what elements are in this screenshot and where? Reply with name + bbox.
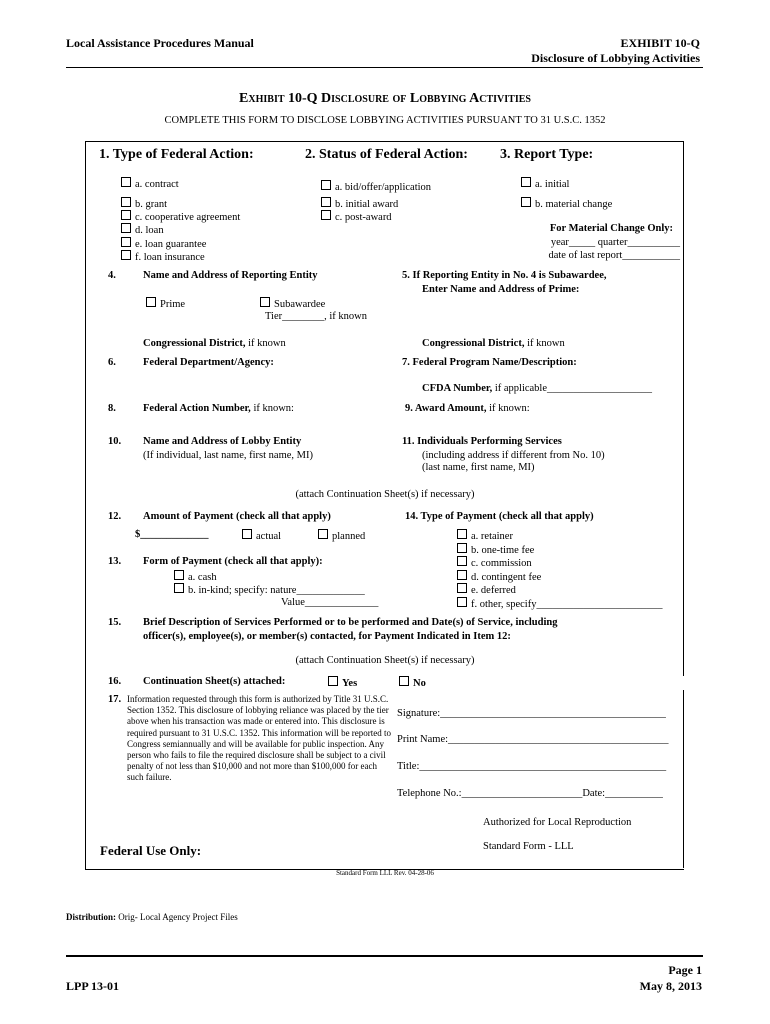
attach-continuation-note-1: (attach Continuation Sheet(s) if necessary) [295, 489, 475, 500]
report-material-change-option[interactable]: b. material change [521, 197, 612, 210]
item-12-number: 12. [108, 511, 122, 522]
item-17-number: 17. [108, 694, 122, 705]
payment-one-time-checkbox[interactable] [457, 543, 467, 553]
in-kind-option[interactable]: b. in-kind; specify: nature_____________ [174, 583, 365, 596]
payment-contingent-checkbox[interactable] [457, 570, 467, 580]
payment-deferred-checkbox[interactable] [457, 583, 467, 593]
report-initial-checkbox[interactable] [521, 177, 531, 187]
item-14-label: 14. Type of Payment (check all that apply) [405, 511, 594, 522]
payment-contingent-option[interactable]: d. contingent fee [457, 570, 541, 583]
item-11-label: 11. Individuals Performing Services [402, 436, 562, 447]
standard-form-label: Standard Form - LLL [483, 841, 574, 852]
action-loan-guarantee-option[interactable]: e. loan guarantee [121, 237, 206, 250]
action-loan-checkbox[interactable] [121, 223, 131, 233]
item-15-number: 15. [108, 617, 122, 628]
continuation-yes-option[interactable]: Yes [328, 676, 357, 689]
payment-one-time-option[interactable]: b. one-time fee [457, 543, 534, 556]
cash-checkbox[interactable] [174, 570, 184, 580]
item-5-label: 5. If Reporting Entity in No. 4 is Subawardee, [402, 270, 607, 281]
action-contract-checkbox[interactable] [121, 177, 131, 187]
payment-commission-checkbox[interactable] [457, 556, 467, 566]
title-field[interactable]: Title:_______________________________________________ [397, 761, 667, 772]
action-loan-insurance-option[interactable]: f. loan insurance [121, 250, 205, 263]
action-loan-insurance-checkbox[interactable] [121, 250, 131, 260]
item-6-number: 6. [108, 357, 116, 368]
item-8-number: 8. [108, 403, 116, 414]
actual-checkbox[interactable] [242, 529, 252, 539]
manual-title: Local Assistance Procedures Manual [66, 36, 254, 50]
item-4-congressional-district: Congressional District, if known [143, 338, 286, 349]
in-kind-value-field[interactable]: Value______________ [281, 597, 379, 608]
item-5-congressional-district: Congressional District, if known [422, 338, 565, 349]
item-12-label: Amount of Payment (check all that apply) [143, 511, 331, 522]
continuation-no-checkbox[interactable] [399, 676, 409, 686]
item-9-label: 9. Award Amount, if known: [405, 403, 530, 414]
continuation-yes-checkbox[interactable] [328, 676, 338, 686]
payment-other-option[interactable]: f. other, specify________________________ [457, 597, 662, 610]
footer-doc-id: LPP 13-01 [66, 979, 119, 993]
material-change-title: For Material Change Only: [549, 223, 673, 234]
item-10-label: Name and Address of Lobby Entity [143, 436, 302, 447]
signature-field[interactable]: Signature:___________________________________________ [397, 708, 666, 719]
report-material-change-checkbox[interactable] [521, 197, 531, 207]
status-of-federal-action-heading: 2. Status of Federal Action: [305, 147, 468, 162]
action-loan-guarantee-checkbox[interactable] [121, 237, 131, 247]
status-initial-award-checkbox[interactable] [321, 197, 331, 207]
item-8-label: Federal Action Number, if known: [143, 403, 294, 414]
action-cooperative-option[interactable]: c. cooperative agreement [121, 210, 240, 223]
tier-field[interactable]: Tier________, if known [265, 311, 367, 322]
item-16-label: Continuation Sheet(s) attached: [143, 676, 286, 687]
status-bid-option[interactable]: a. bid/offer/application [321, 180, 431, 193]
planned-option[interactable]: planned [318, 529, 365, 542]
distribution-note: Distribution: Orig- Local Agency Project Files [66, 912, 238, 922]
footer-rule [66, 955, 703, 957]
telephone-date-field[interactable]: Telephone No.:_______________________Date:___________ [397, 788, 663, 799]
date-of-last-report-field[interactable]: date of last report___________ [548, 250, 680, 261]
payment-retainer-checkbox[interactable] [457, 529, 467, 539]
page-subtitle: COMPLETE THIS FORM TO DISCLOSE LOBBYING ACTIVITIES PURSUANT TO 31 U.S.C. 1352 [164, 115, 606, 126]
report-initial-option[interactable]: a. initial [521, 177, 569, 190]
cfda-number-field[interactable]: CFDA Number, if applicable____________________ [422, 383, 653, 394]
planned-checkbox[interactable] [318, 529, 328, 539]
item-10-sublabel: (If individual, last name, first name, MI) [143, 450, 313, 461]
form-frame-right-top [683, 141, 684, 676]
status-post-award-option[interactable]: c. post-award [321, 210, 392, 223]
status-post-award-checkbox[interactable] [321, 210, 331, 220]
type-of-federal-action-heading: 1. Type of Federal Action: [99, 147, 254, 162]
payment-deferred-option[interactable]: e. deferred [457, 583, 516, 596]
action-grant-checkbox[interactable] [121, 197, 131, 207]
form-frame-right-bottom [683, 690, 684, 868]
item-13-number: 13. [108, 556, 122, 567]
item-13-label: Form of Payment (check all that apply): [143, 556, 323, 567]
item-15-label-line2: officer(s), employee(s), or member(s) contacted, for Payment Indicated in Item 12: [143, 631, 511, 642]
action-loan-option[interactable]: d. loan [121, 223, 164, 236]
payment-amount-field[interactable]: $_____________ [135, 529, 209, 540]
exhibit-subtitle: Disclosure of Lobbying Activities [531, 51, 700, 65]
actual-option[interactable]: actual [242, 529, 281, 542]
item-10-number: 10. [108, 436, 122, 447]
prime-checkbox[interactable] [146, 297, 156, 307]
subawardee-option[interactable]: Subawardee [260, 297, 325, 310]
continuation-no-option[interactable]: No [399, 676, 426, 689]
in-kind-checkbox[interactable] [174, 583, 184, 593]
action-contract-option[interactable]: a. contract [121, 177, 179, 190]
payment-commission-option[interactable]: c. commission [457, 556, 532, 569]
payment-other-checkbox[interactable] [457, 597, 467, 607]
item-4-number: 4. [108, 270, 116, 281]
status-initial-award-option[interactable]: b. initial award [321, 197, 398, 210]
footer-page-number: Page 1 [668, 963, 702, 977]
header-rule [66, 67, 703, 68]
federal-use-only-label: Federal Use Only: [100, 843, 202, 858]
item-11-sublabel-2: (last name, first name, MI) [422, 462, 535, 473]
item-6-label: Federal Department/Agency: [143, 357, 274, 368]
form-revision: Standard Form LLL Rev. 04-28-06 [336, 869, 434, 877]
item-15-label-line1: Brief Description of Services Performed or to be performed and Date(s) of Service, including [143, 617, 558, 628]
subawardee-checkbox[interactable] [260, 297, 270, 307]
page-title: Exhibit 10-Q Disclosure of Lobbying Activities [239, 91, 531, 106]
report-type-heading: 3. Report Type: [500, 147, 594, 162]
exhibit-number: EXHIBIT 10-Q [620, 36, 700, 50]
item-5-label-line2: Enter Name and Address of Prime: [422, 284, 580, 295]
payment-retainer-option[interactable]: a. retainer [457, 529, 513, 542]
action-cooperative-checkbox[interactable] [121, 210, 131, 220]
print-name-field[interactable]: Print Name:__________________________________________ [397, 734, 669, 745]
item-17-disclosure-text: Information requested through this form is authorized by Title 31 U.S.C. Section 1352. This disclosure of lobbying reliance was placed by the tier above when his transaction was made or entered into. This disclosure is required pursuant to 31 U.S.C. 1352. This information will be reported to Congress semiannually and will be available for public inspection. Any person who fails to file the required disclosure shall be subject to a civil penalty of not less than $10,000 and not more than $100,000 for each such failure. [127, 694, 392, 783]
item-4-label: Name and Address of Reporting Entity [143, 270, 318, 281]
item-11-sublabel-1: (including address if different from No. 10) [422, 450, 605, 461]
status-bid-checkbox[interactable] [321, 180, 331, 190]
cash-option[interactable]: a. cash [174, 570, 217, 583]
year-quarter-field[interactable]: year_____ quarter__________ [550, 237, 680, 248]
action-grant-option[interactable]: b. grant [121, 197, 167, 210]
item-7-label: 7. Federal Program Name/Description: [402, 357, 577, 368]
attach-continuation-note-2: (attach Continuation Sheet(s) if necessary) [295, 655, 475, 666]
item-16-number: 16. [108, 676, 122, 687]
prime-option[interactable]: Prime [146, 297, 185, 310]
authorized-reproduction-note: Authorized for Local Reproduction [483, 817, 632, 828]
footer-date: May 8, 2013 [639, 979, 702, 993]
